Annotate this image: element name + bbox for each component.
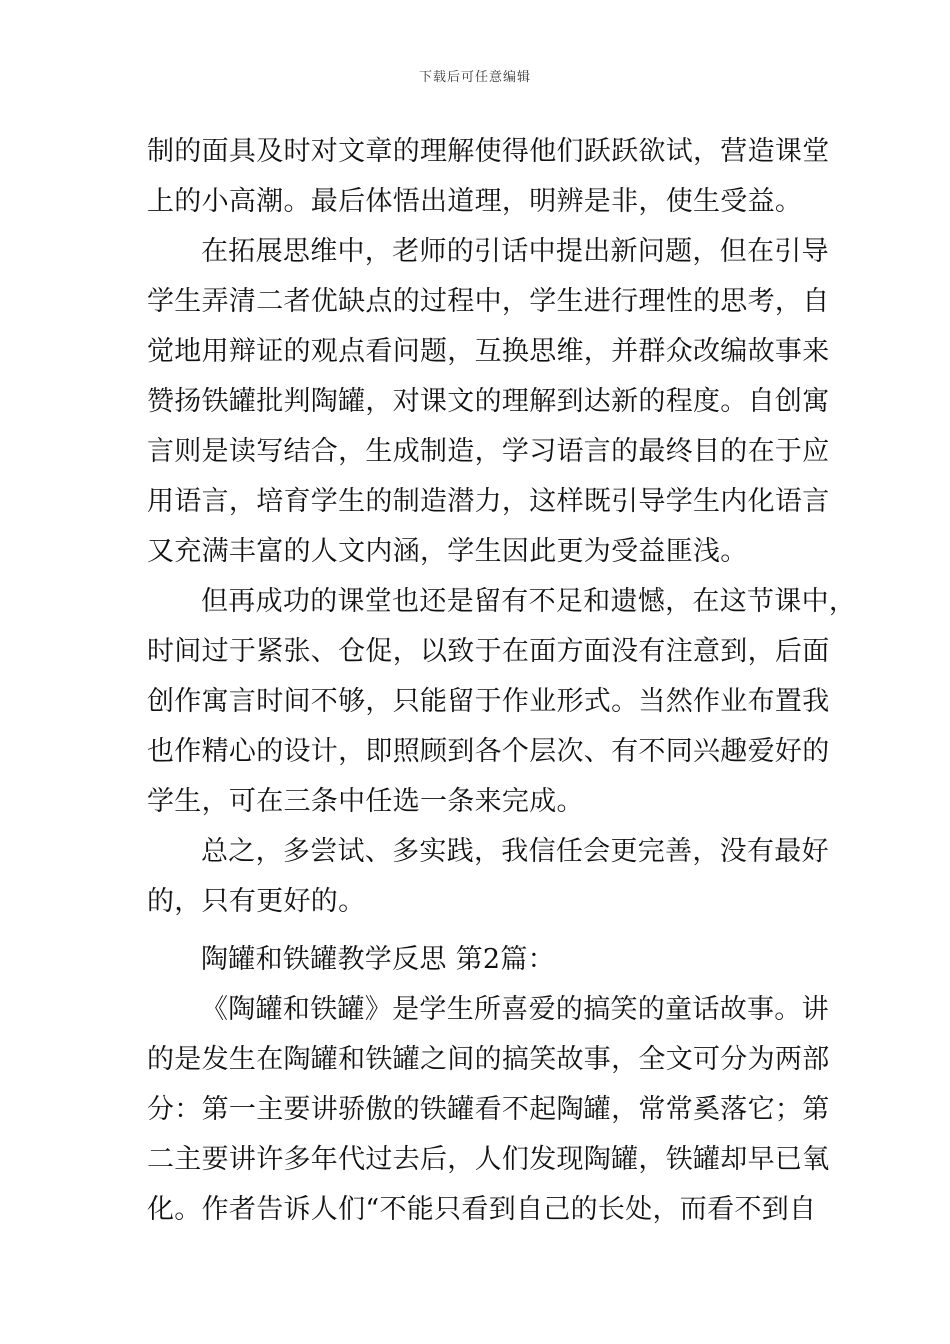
text-line: 赞扬铁罐批判陶罐，对课文的理解到达新的程度。自创寓 (147, 386, 830, 417)
paragraph-start-line: 在拓展思维中，老师的引话中提出新问题，但在引导 (201, 236, 829, 267)
text-line: 的，只有更好的。 (147, 886, 366, 917)
text-line: 创作寓言时间不够，只能留于作业形式。当然作业布置我 (147, 686, 830, 717)
text-line: 也作精心的设计，即照顾到各个层次、有不同兴趣爱好的 (147, 736, 830, 767)
text-line: 化。作者告诉人们“不能只看到自己的长处，而看不到自 (147, 1194, 817, 1225)
text-line: 言则是读写结合，生成制造，学习语言的最终目的在于应 (147, 436, 830, 467)
text-line: 又充满丰富的人文内涵，学生因此更为受益匪浅。 (147, 536, 748, 567)
text-line: 分：第一主要讲骄傲的铁罐看不起陶罐，常常奚落它；第 (147, 1094, 830, 1125)
text-line: 时间过于紧张、仓促，以致于在面方面没有注意到，后面 (147, 636, 830, 667)
text-line: 觉地用辩证的观点看问题，互换思维，并群众改编故事来 (147, 336, 830, 367)
section-heading: 陶罐和铁罐教学反思 第2篇： (201, 944, 555, 975)
text-line: 学生，可在三条中任选一条来完成。 (147, 786, 584, 817)
text-line: 学生弄清二者优缺点的过程中，学生进行理性的思考，自 (147, 286, 830, 317)
text-line: 上的小高潮。最后体悟出道理，明辨是非，使生受益。 (147, 186, 803, 217)
paragraph-start-line: 总之，多尝试、多实践，我信任会更完善，没有最好 (201, 836, 829, 867)
text-line: 制的面具及时对文章的理解使得他们跃跃欲试，营造课堂 (147, 136, 830, 167)
text-line: 用语言，培育学生的制造潜力，这样既引导学生内化语言 (147, 486, 830, 517)
document-body (147, 127, 857, 1235)
text-line: 的是发生在陶罐和铁罐之间的搞笑故事，全文可分为两部 (147, 1044, 830, 1075)
page-header: 下载后可任意编辑 (418, 70, 531, 85)
paragraph-start-line: 《陶罐和铁罐》是学生所喜爱的搞笑的童话故事。讲 (201, 994, 829, 1025)
text-line: 二主要讲许多年代过去后，人们发现陶罐，铁罐却早已氧 (147, 1144, 830, 1175)
paragraph-start-line: 但再成功的课堂也还是留有不足和遗憾，在这节课中， (201, 586, 857, 617)
